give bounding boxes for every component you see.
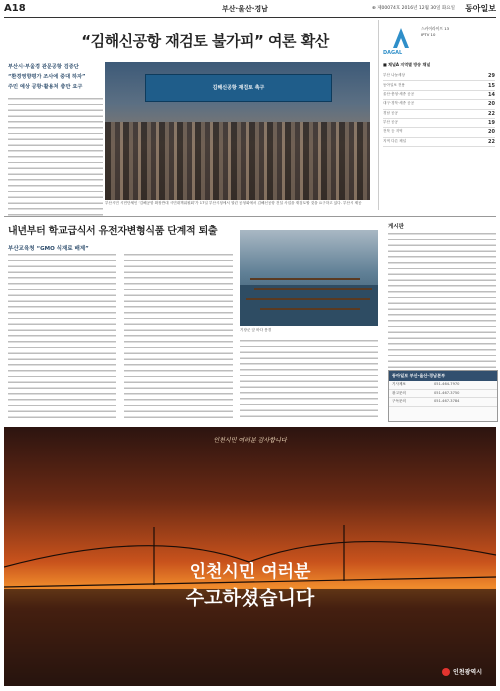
rally-photo (105, 62, 370, 200)
article-subhead-2: “환경영향평가 조사에 중대 하자” (8, 74, 86, 80)
article-body-under-photo (105, 207, 370, 215)
second-article-col-3 (240, 340, 378, 420)
ad-sponsor: 인천광역시 (442, 667, 482, 676)
contact-row: 기사제보 051-464-7970 (389, 381, 497, 390)
photo-caption: 부산시민 시민단체인 ‘김해공항 확장반대 시민대책위원회’가 17일 부산시청에서 열린 공청회에서 김해신공항 건설 사업을 재검토할 것을 요구하고 있다. 부산시 제공 (105, 201, 362, 205)
notice-title: 게시판 (388, 224, 404, 230)
article-body-col-1 (8, 98, 103, 216)
incheon-logo-icon (442, 668, 450, 676)
page-number: A18 (4, 3, 26, 14)
channel-a-icon (383, 24, 419, 52)
sidebar (378, 20, 497, 210)
ad-headline-1: 인천시민 여러분 (189, 562, 311, 582)
channel-list (383, 72, 495, 147)
newspaper-name: 동아일보 (465, 3, 496, 13)
list-item: 울산·충청·세종 공공 14 (383, 91, 495, 100)
section-title: 부산·울산·경남 (222, 5, 268, 13)
issue-date: ⊕ 제00074호 2016년 12월 30일 화요일 (372, 6, 455, 11)
contact-row: 구독문의 051-467-3784 (389, 398, 497, 407)
main-headline: “김해신공항 재검토 불가피” 여론 확산 (81, 32, 329, 50)
masthead (4, 3, 496, 18)
article-subhead-3: 주민 예상 공항·활용처 충만 요구 (8, 84, 83, 90)
contact-row: 광고문의 051-467-3750 (389, 390, 497, 399)
article-subhead-1: 부산시·부울경 관문공항 검증단 (8, 64, 79, 70)
list-item: 부산 나눔세상 29 (383, 72, 495, 81)
list-item: 경남 공공 22 (383, 110, 495, 119)
second-article-body (8, 254, 233, 420)
advertisement (4, 427, 496, 686)
list-item: 동아일보 전용 15 (383, 81, 495, 90)
list-item: 지역 다른 채널 22 (383, 138, 495, 147)
second-headline: 내년부터 학교급식서 유전자변형식품 단계적 퇴출 (8, 226, 218, 237)
sidebar-line-2: IPTV 10 (421, 32, 436, 38)
list-item: 부산 공공 19 (383, 119, 495, 128)
second-subhead: 부산교육청 “GMO 식재료 배제” (8, 246, 89, 252)
contact-box (388, 370, 498, 422)
ad-headline-2: 수고하셨습니다 (185, 587, 315, 609)
channel-logo-text: DAGAL (383, 50, 403, 56)
sea-photo (240, 230, 378, 326)
list-item: 대구·경북·세종 공공 20 (383, 100, 495, 109)
sidebar-line-1: 스카이라이프 13 (421, 26, 450, 31)
list-item: 전북 등 지역 20 (383, 128, 495, 137)
section-divider (4, 216, 496, 217)
channel-logo (383, 24, 419, 52)
sidebar-section-title: ■ 채널A 지역별 방송 채널 (383, 62, 431, 67)
photo-banner: 김해신공항 재검토 촉구 (145, 74, 332, 102)
ad-tagline: 인천시민 여러분 감사합니다 (213, 437, 287, 444)
contact-title: 동아일보 부산·울산·경남본부 (389, 371, 497, 381)
sea-photo-caption: 기장군 앞 바다 풍경 (240, 328, 272, 332)
notice-board (388, 222, 496, 373)
